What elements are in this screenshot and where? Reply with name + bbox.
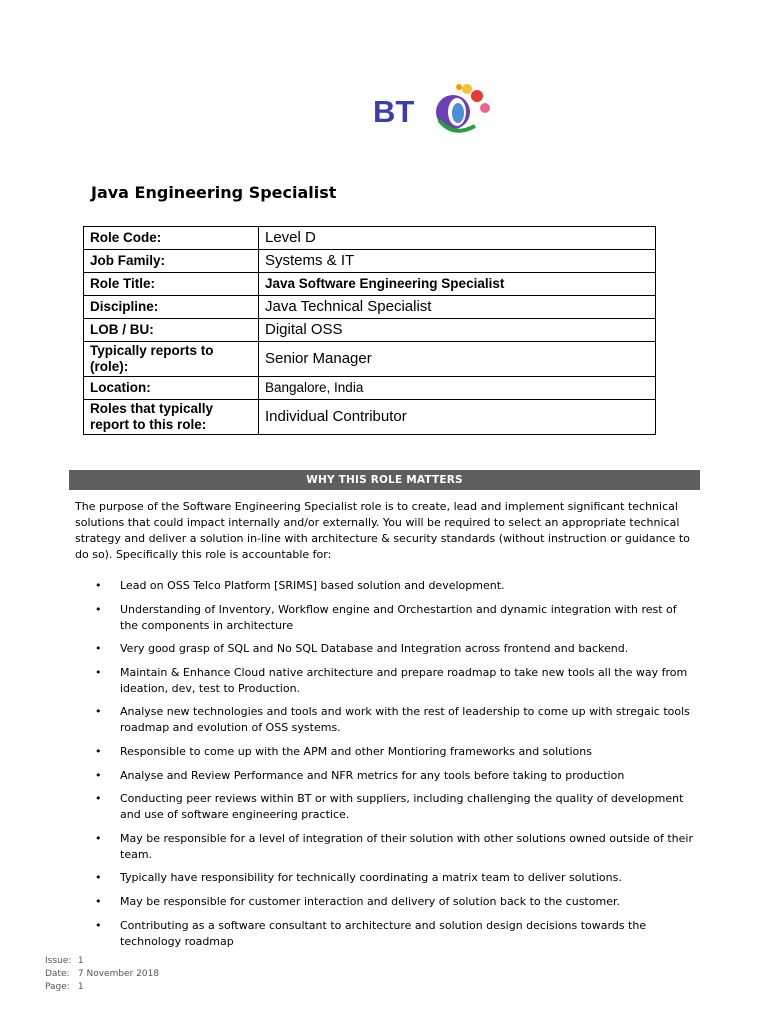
- list-item: [92, 744, 694, 760]
- list-item-text: Analyse new technologies and tools and work with the rest of leadership to come up with stregaic tools roadmap and evolution of OSS systems.: [120, 705, 690, 735]
- list-item-text: Maintain & Enhance Cloud native architecture and prepare roadmap to take new tools all the way from ideation, dev, test to Production.: [120, 665, 688, 695]
- bt-logo-text: BT: [373, 94, 415, 129]
- issue-label: Issue:: [45, 956, 72, 966]
- list-item-text: May be responsible for a level of integration of their solution with other solutions owned outside of their team.: [120, 831, 693, 861]
- info-row-key: Role Code:: [84, 227, 259, 250]
- issue-value: 1: [77, 956, 84, 966]
- list-item-text: Lead on OSS Telco Platform [SRIMS] based solution and development.: [120, 579, 505, 592]
- bt-globe-icon: [431, 82, 493, 138]
- intro-paragraph: The purpose of the Software Engineering Specialist role is to create, lead and implement significant technical solutions that could impact internally and/or externally. You will be required to select an appropriate technical strategy and deliver a solution in-line with architecture & security standards (without instruction or guidance to do so). Specifically this role is accountable for:: [75, 500, 690, 561]
- info-row-value: Java Software Engineering Specialist: [259, 273, 656, 296]
- info-row: [84, 273, 656, 296]
- info-row-value: Senior Manager: [259, 342, 656, 377]
- bullet-icon: •: [95, 831, 102, 845]
- info-row: [84, 227, 656, 250]
- list-item-text: Responsible to come up with the APM and other Montioring frameworks and solutions: [120, 744, 592, 758]
- bullet-icon: •: [95, 768, 102, 782]
- list-item: [92, 894, 694, 910]
- info-row-value: Individual Contributor: [259, 400, 656, 435]
- role-info-table: [83, 226, 656, 435]
- bullet-icon: •: [95, 579, 102, 592]
- list-item: [92, 602, 694, 634]
- info-row-key: Role Title:: [84, 273, 259, 296]
- info-row-value: Systems & IT: [259, 250, 656, 273]
- list-item: [92, 831, 694, 863]
- info-row: [84, 400, 656, 435]
- date-value: 7 November 2018: [77, 969, 160, 979]
- info-row-key: Job Family:: [84, 250, 259, 273]
- list-item: [92, 791, 694, 823]
- list-item: [92, 918, 694, 950]
- list-item: [92, 641, 694, 657]
- info-row-key: Typically reports to (role):: [84, 342, 259, 377]
- section-header: WHY THIS ROLE MATTERS: [69, 470, 700, 490]
- bullet-icon: •: [95, 871, 102, 885]
- info-row-value: Java Technical Specialist: [259, 296, 656, 319]
- info-row: [84, 319, 656, 342]
- info-row: [84, 377, 656, 400]
- info-row-value: Bangalore, India: [259, 377, 656, 400]
- list-item: [92, 665, 694, 697]
- list-item-text: Contributing as a software consultant to architecture and solution design decisions towards the technology roadmap: [120, 918, 647, 948]
- info-row: [84, 296, 656, 319]
- page-value: 1: [77, 982, 84, 992]
- list-item: [92, 870, 694, 886]
- list-item-text: Very good grasp of SQL and No SQL Database and Integration across frontend and backend.: [120, 642, 629, 656]
- info-row-key: Roles that typically report to this role:: [84, 400, 259, 435]
- list-item: [92, 704, 694, 736]
- responsibility-list: [92, 578, 694, 957]
- list-item: [92, 578, 694, 594]
- bullet-icon: •: [95, 642, 102, 656]
- page-label: Page:: [45, 982, 70, 992]
- list-item-text: Typically have responsibility for technically coordinating a matrix team to deliver solutions.: [120, 871, 622, 885]
- list-item-text: Analyse and Review Performance and NFR metrics for any tools before taking to production: [120, 768, 625, 782]
- bullet-icon: •: [95, 665, 102, 679]
- info-row-key: Location:: [84, 377, 259, 400]
- bullet-icon: •: [95, 744, 102, 758]
- info-row-key: LOB / BU:: [84, 319, 259, 342]
- list-item-text: Understanding of Inventory, Workflow engine and Orchestartion and dynamic integration with rest of the components in architecture: [120, 602, 677, 632]
- bullet-icon: •: [95, 894, 102, 908]
- bullet-icon: •: [95, 705, 102, 719]
- bullet-icon: •: [95, 602, 102, 616]
- date-label: Date:: [45, 969, 70, 979]
- info-row-value: Level D: [259, 227, 656, 250]
- info-row: [84, 250, 656, 273]
- page-title: Java Engineering Specialist: [91, 183, 337, 202]
- list-item-text: May be responsible for customer interaction and delivery of solution back to the customer.: [120, 894, 620, 908]
- bt-logo: [373, 82, 493, 138]
- list-item-text: Conducting peer reviews within BT or with suppliers, including challenging the quality of development and use of software engineering practice.: [120, 792, 684, 822]
- info-row-key: Discipline:: [84, 296, 259, 319]
- list-item: [92, 768, 694, 784]
- info-row-value: Digital OSS: [259, 319, 656, 342]
- document-footer: [45, 955, 159, 994]
- info-row: [84, 342, 656, 377]
- bullet-icon: •: [95, 792, 102, 806]
- bullet-icon: •: [95, 918, 102, 932]
